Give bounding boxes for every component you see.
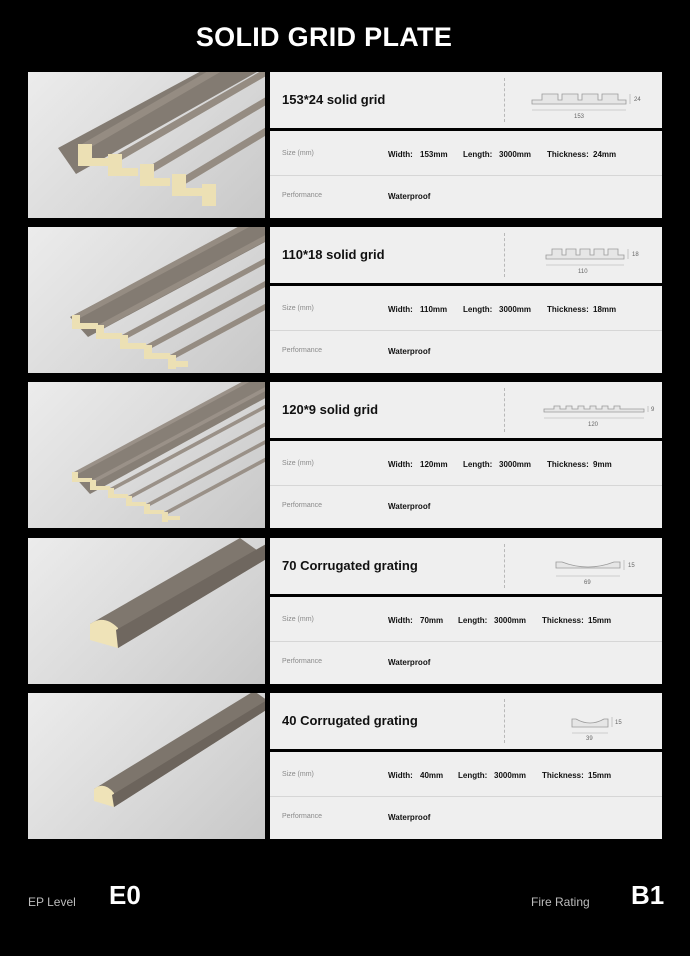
thickness-value: 18mm — [593, 305, 617, 314]
size-label: Size (mm) — [282, 460, 314, 467]
dashed-divider — [504, 233, 505, 277]
fire-rating-label: Fire Rating — [531, 895, 590, 909]
performance-label: Performance — [282, 813, 323, 820]
dimension-width: 39 — [586, 736, 593, 741]
width-label: Width: — [388, 616, 413, 625]
profile-diagram — [526, 80, 656, 120]
thickness-value: 15mm — [588, 771, 612, 780]
length-label: Length: — [458, 616, 488, 625]
fire-rating-value: B1 — [631, 880, 665, 910]
product-name: 70 Corrugated grating — [282, 558, 418, 573]
width-label: Width: — [388, 305, 413, 314]
product-name-row — [270, 382, 662, 438]
ep-level-value: E0 — [109, 880, 141, 910]
profile-diagram — [526, 235, 656, 275]
length-label: Length: — [458, 771, 488, 780]
product-photo — [28, 227, 265, 373]
width-label: Width: — [388, 460, 413, 469]
product-photo — [28, 693, 265, 839]
size-label: Size (mm) — [282, 150, 314, 157]
length-value: 3000mm — [494, 771, 527, 780]
length-value: 3000mm — [499, 305, 532, 314]
thickness-label: Thickness: — [542, 616, 584, 625]
dimension-height: 15 — [615, 720, 622, 726]
dimension-height: 18 — [632, 252, 639, 258]
product-name: 40 Corrugated grating — [282, 713, 418, 728]
thickness-label: Thickness: — [547, 150, 589, 159]
spec-divider — [270, 330, 662, 331]
width-value: 40mm — [420, 771, 444, 780]
profile-diagram — [526, 701, 656, 741]
product-card — [28, 538, 662, 684]
spec-panel — [270, 752, 662, 839]
spec-panel — [270, 286, 662, 373]
dashed-divider — [504, 388, 505, 432]
product-name: 153*24 solid grid — [282, 92, 386, 107]
dimension-width: 69 — [584, 580, 591, 586]
performance-label: Performance — [282, 347, 323, 354]
product-card — [28, 382, 662, 528]
dimension-height: 9 — [651, 407, 655, 413]
size-label: Size (mm) — [282, 616, 314, 623]
spec-divider — [270, 175, 662, 176]
product-card — [28, 693, 662, 839]
width-value: 70mm — [420, 616, 444, 625]
thickness-value: 9mm — [593, 460, 612, 469]
performance-label: Performance — [282, 658, 323, 665]
size-label: Size (mm) — [282, 771, 314, 778]
performance-value: Waterproof — [388, 192, 431, 201]
performance-value: Waterproof — [388, 502, 431, 511]
product-name: 120*9 solid grid — [282, 402, 379, 417]
profile-diagram — [526, 546, 656, 586]
length-value: 3000mm — [499, 460, 532, 469]
thickness-label: Thickness: — [547, 460, 589, 469]
dimension-height: 24 — [634, 97, 641, 103]
product-photo — [28, 72, 265, 218]
thickness-value: 15mm — [588, 616, 612, 625]
spec-divider — [270, 796, 662, 797]
dimension-width: 110 — [578, 269, 588, 275]
thickness-label: Thickness: — [547, 305, 589, 314]
spec-divider — [270, 641, 662, 642]
width-label: Width: — [388, 771, 413, 780]
performance-label: Performance — [282, 192, 323, 199]
length-label: Length: — [463, 460, 493, 469]
product-name-row — [270, 693, 662, 749]
spec-panel — [270, 441, 662, 528]
product-card — [28, 72, 662, 218]
product-photo — [28, 538, 265, 684]
width-value: 120mm — [420, 460, 448, 469]
dimension-height: 15 — [628, 563, 635, 569]
product-name-row — [270, 538, 662, 594]
width-value: 153mm — [420, 150, 448, 159]
performance-value: Waterproof — [388, 347, 431, 356]
dimension-width: 153 — [574, 114, 585, 120]
length-value: 3000mm — [499, 150, 532, 159]
product-name-row — [270, 72, 662, 128]
length-value: 3000mm — [494, 616, 527, 625]
size-label: Size (mm) — [282, 305, 314, 312]
product-name: 110*18 solid grid — [282, 247, 385, 262]
width-value: 110mm — [420, 305, 448, 314]
spec-panel — [270, 597, 662, 684]
profile-diagram — [526, 390, 656, 430]
product-photo — [28, 382, 265, 528]
page-title: SOLID GRID PLATE — [195, 22, 453, 52]
dashed-divider — [504, 78, 505, 122]
dashed-divider — [504, 544, 505, 588]
performance-value: Waterproof — [388, 658, 431, 667]
length-label: Length: — [463, 305, 493, 314]
performance-value: Waterproof — [388, 813, 431, 822]
product-name-row — [270, 227, 662, 283]
product-card — [28, 227, 662, 373]
ep-level-label: EP Level — [28, 895, 76, 909]
spec-panel — [270, 131, 662, 218]
dimension-width: 120 — [588, 422, 599, 428]
performance-label: Performance — [282, 502, 323, 509]
length-label: Length: — [463, 150, 493, 159]
thickness-label: Thickness: — [542, 771, 584, 780]
spec-divider — [270, 485, 662, 486]
width-label: Width: — [388, 150, 413, 159]
dashed-divider — [504, 699, 505, 743]
thickness-value: 24mm — [593, 150, 617, 159]
